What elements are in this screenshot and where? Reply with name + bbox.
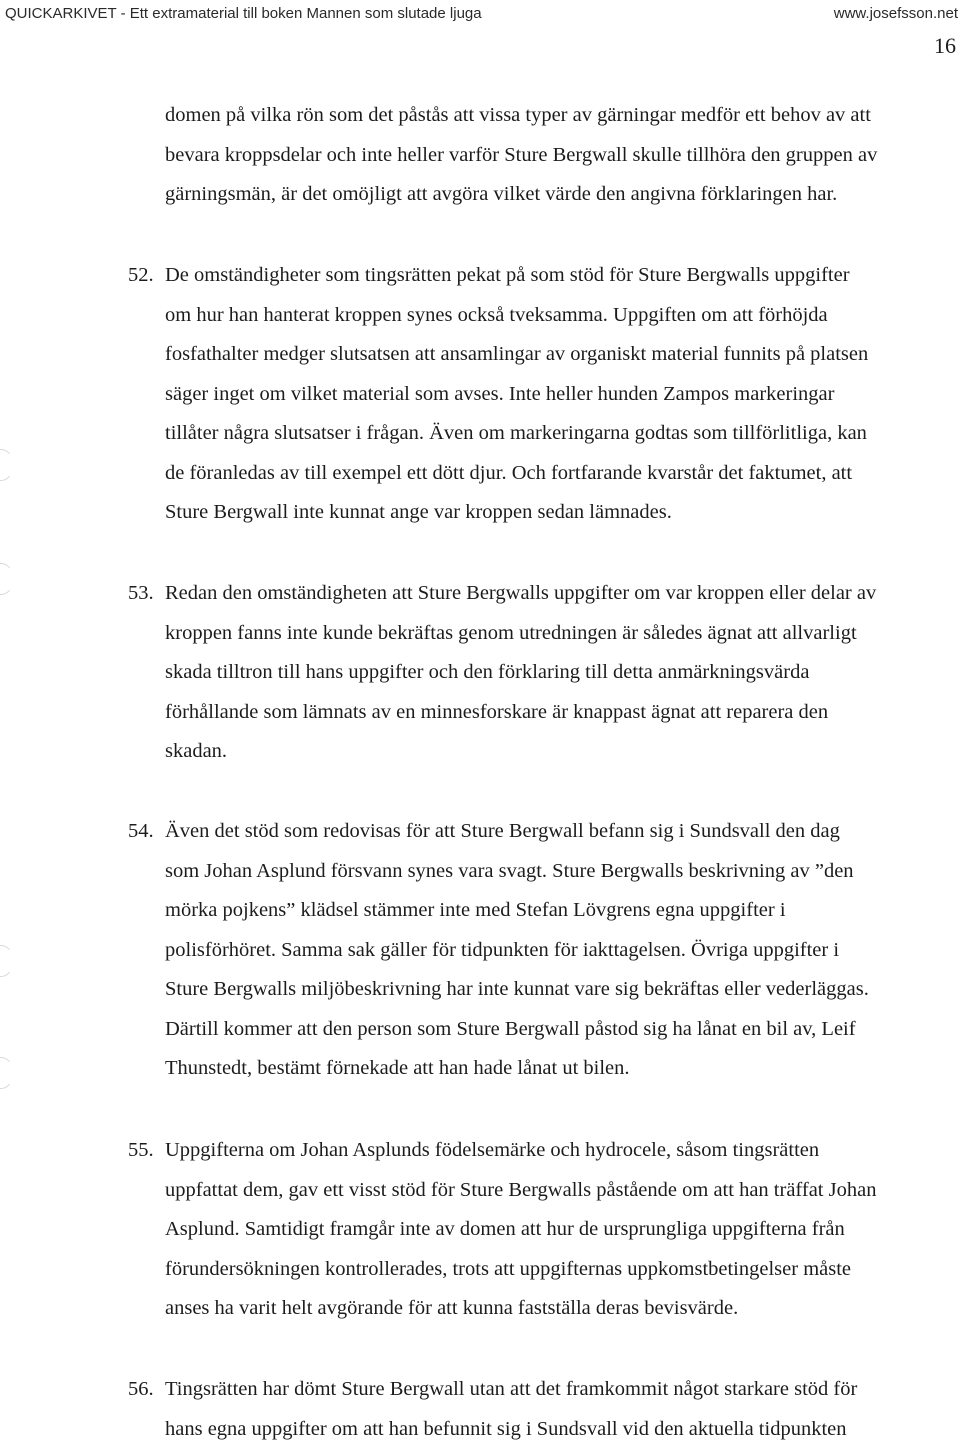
text-line: tillåter några slutsatser i frågan. Även om markeringarna godtas som tillförlitliga, kan bbox=[165, 414, 868, 454]
page-number: 16 bbox=[934, 33, 956, 59]
text-line: Även det stöd som redovisas för att Sture Bergwall befann sig i Sundsvall den dag bbox=[165, 812, 869, 852]
text-line: skadan. bbox=[165, 732, 876, 772]
paragraph-56 bbox=[165, 1370, 857, 1449]
text-line: hans egna uppgifter om att han befunnit sig i Sundsvall vid den aktuella tidpunkten bbox=[165, 1410, 857, 1449]
punch-hole-mark bbox=[0, 563, 14, 595]
continuation-paragraph bbox=[165, 96, 877, 215]
text-line: Sture Bergwall inte kunnat ange var kroppen sedan lämnades. bbox=[165, 493, 868, 533]
text-line: Sture Bergwalls miljöbeskrivning har inte kunnat vare sig bekräftas eller vederläggas. bbox=[165, 970, 869, 1010]
paragraph-53 bbox=[165, 574, 876, 772]
text-line: gärningsmän, är det omöjligt att avgöra vilket värde den angivna förklaringen har. bbox=[165, 175, 877, 215]
paragraph-54 bbox=[165, 812, 869, 1089]
text-line: säger inget om vilket material som avses. Inte heller hunden Zampos markeringar bbox=[165, 375, 868, 415]
text-line: polisförhöret. Samma sak gäller för tidpunkten för iakttagelsen. Övriga uppgifter i bbox=[165, 931, 869, 971]
text-line: mörka pojkens” klädsel stämmer inte med Stefan Lövgrens egna uppgifter i bbox=[165, 891, 869, 931]
paragraph-number: 56. bbox=[128, 1370, 154, 1410]
text-line: fosfathalter medger slutsatsen att ansamlingar av organiskt material funnits på platsen bbox=[165, 335, 868, 375]
text-line: anses ha varit helt avgörande för att kunna fastställa deras bevisvärde. bbox=[165, 1289, 876, 1329]
text-line: Redan den omständigheten att Sture Bergwalls uppgifter om var kroppen eller delar av bbox=[165, 574, 876, 614]
paragraph-number: 54. bbox=[128, 812, 154, 852]
paragraph-number: 52. bbox=[128, 256, 154, 296]
paragraph-52 bbox=[165, 256, 868, 533]
punch-hole-mark bbox=[0, 449, 14, 481]
paragraph-number: 53. bbox=[128, 574, 154, 614]
text-line: om hur han hanterat kroppen synes också tveksamma. Uppgiften om att förhöjda bbox=[165, 296, 868, 336]
page-header bbox=[0, 0, 960, 26]
text-line: Thunstedt, bestämt förnekade att han hade lånat ut bilen. bbox=[165, 1049, 869, 1089]
text-line: de föranledas av till exempel ett dött djur. Och fortfarande kvarstår det faktumet, att bbox=[165, 454, 868, 494]
text-line: kroppen fanns inte kunde bekräftas genom utredningen är således ägnat att allvarligt bbox=[165, 614, 876, 654]
text-line: Uppgifterna om Johan Asplunds födelsemärke och hydrocele, såsom tingsrätten bbox=[165, 1131, 876, 1171]
text-line: som Johan Asplund försvann synes vara svagt. Sture Bergwalls beskrivning av ”den bbox=[165, 852, 869, 892]
header-website: www.josefsson.net bbox=[834, 5, 958, 22]
paragraph-number: 55. bbox=[128, 1131, 154, 1171]
text-line: förhållande som lämnats av en minnesforskare är knappast ägnat att reparera den bbox=[165, 693, 876, 733]
text-line: domen på vilka rön som det påstås att vissa typer av gärningar medför ett behov av att bbox=[165, 96, 877, 136]
text-line: bevara kroppsdelar och inte heller varför Sture Bergwall skulle tillhöra den gruppen av bbox=[165, 136, 877, 176]
text-line: Asplund. Samtidigt framgår inte av domen att hur de ursprungliga uppgifterna från bbox=[165, 1210, 876, 1250]
text-line: Tingsrätten har dömt Sture Bergwall utan att det framkommit något starkare stöd för bbox=[165, 1370, 857, 1410]
punch-hole-mark bbox=[0, 1057, 14, 1089]
text-line: förundersökningen kontrollerades, trots att uppgifternas uppkomstbetingelser måste bbox=[165, 1250, 876, 1290]
text-line: Därtill kommer att den person som Sture Bergwall påstod sig ha lånat en bil av, Leif bbox=[165, 1010, 869, 1050]
punch-hole-mark bbox=[0, 945, 14, 977]
text-line: skada tilltron till hans uppgifter och den förklaring till detta anmärkningsvärda bbox=[165, 653, 876, 693]
text-line: De omständigheter som tingsrätten pekat på som stöd för Sture Bergwalls uppgifter bbox=[165, 256, 868, 296]
text-line: uppfattat dem, gav ett visst stöd för Sture Bergwalls påstående om att han träffat Johan bbox=[165, 1171, 876, 1211]
paragraph-55 bbox=[165, 1131, 876, 1329]
header-title: QUICKARKIVET - Ett extramaterial till boken Mannen som slutade ljuga bbox=[5, 5, 482, 22]
